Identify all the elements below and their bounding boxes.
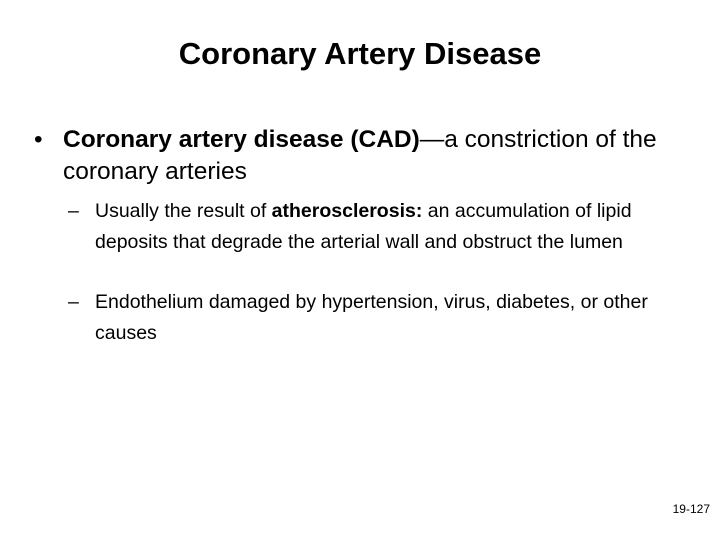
sub-bullet-marker: – <box>68 291 79 313</box>
sub-bullet-term: atherosclerosis: <box>271 200 423 222</box>
bullet-term: Coronary artery disease (CAD) <box>63 126 420 153</box>
sub-bullet-endothelium <box>68 287 688 349</box>
sub-bullet-text <box>95 196 688 258</box>
bullet-text <box>63 124 684 188</box>
bullet-rest: —a constriction of the coronary arteries <box>63 126 657 185</box>
page-number: 19-127 <box>672 502 710 516</box>
sub-bullet-text: Endothelium damaged by hypertension, virus, diabetes, or other causes <box>95 291 648 344</box>
main-bullet <box>34 124 684 188</box>
bullet-marker: • <box>34 126 43 153</box>
sub-bullet-marker: – <box>68 200 79 222</box>
sub-bullet-prefix: Usually the result of <box>95 200 272 222</box>
sub-bullet-atherosclerosis <box>68 196 688 258</box>
slide-title: Coronary Artery Disease <box>178 36 542 71</box>
sub-bullet-rest: an accumulation of lipid deposits that degrade the arterial wall and obstruct the lumen <box>95 200 632 253</box>
